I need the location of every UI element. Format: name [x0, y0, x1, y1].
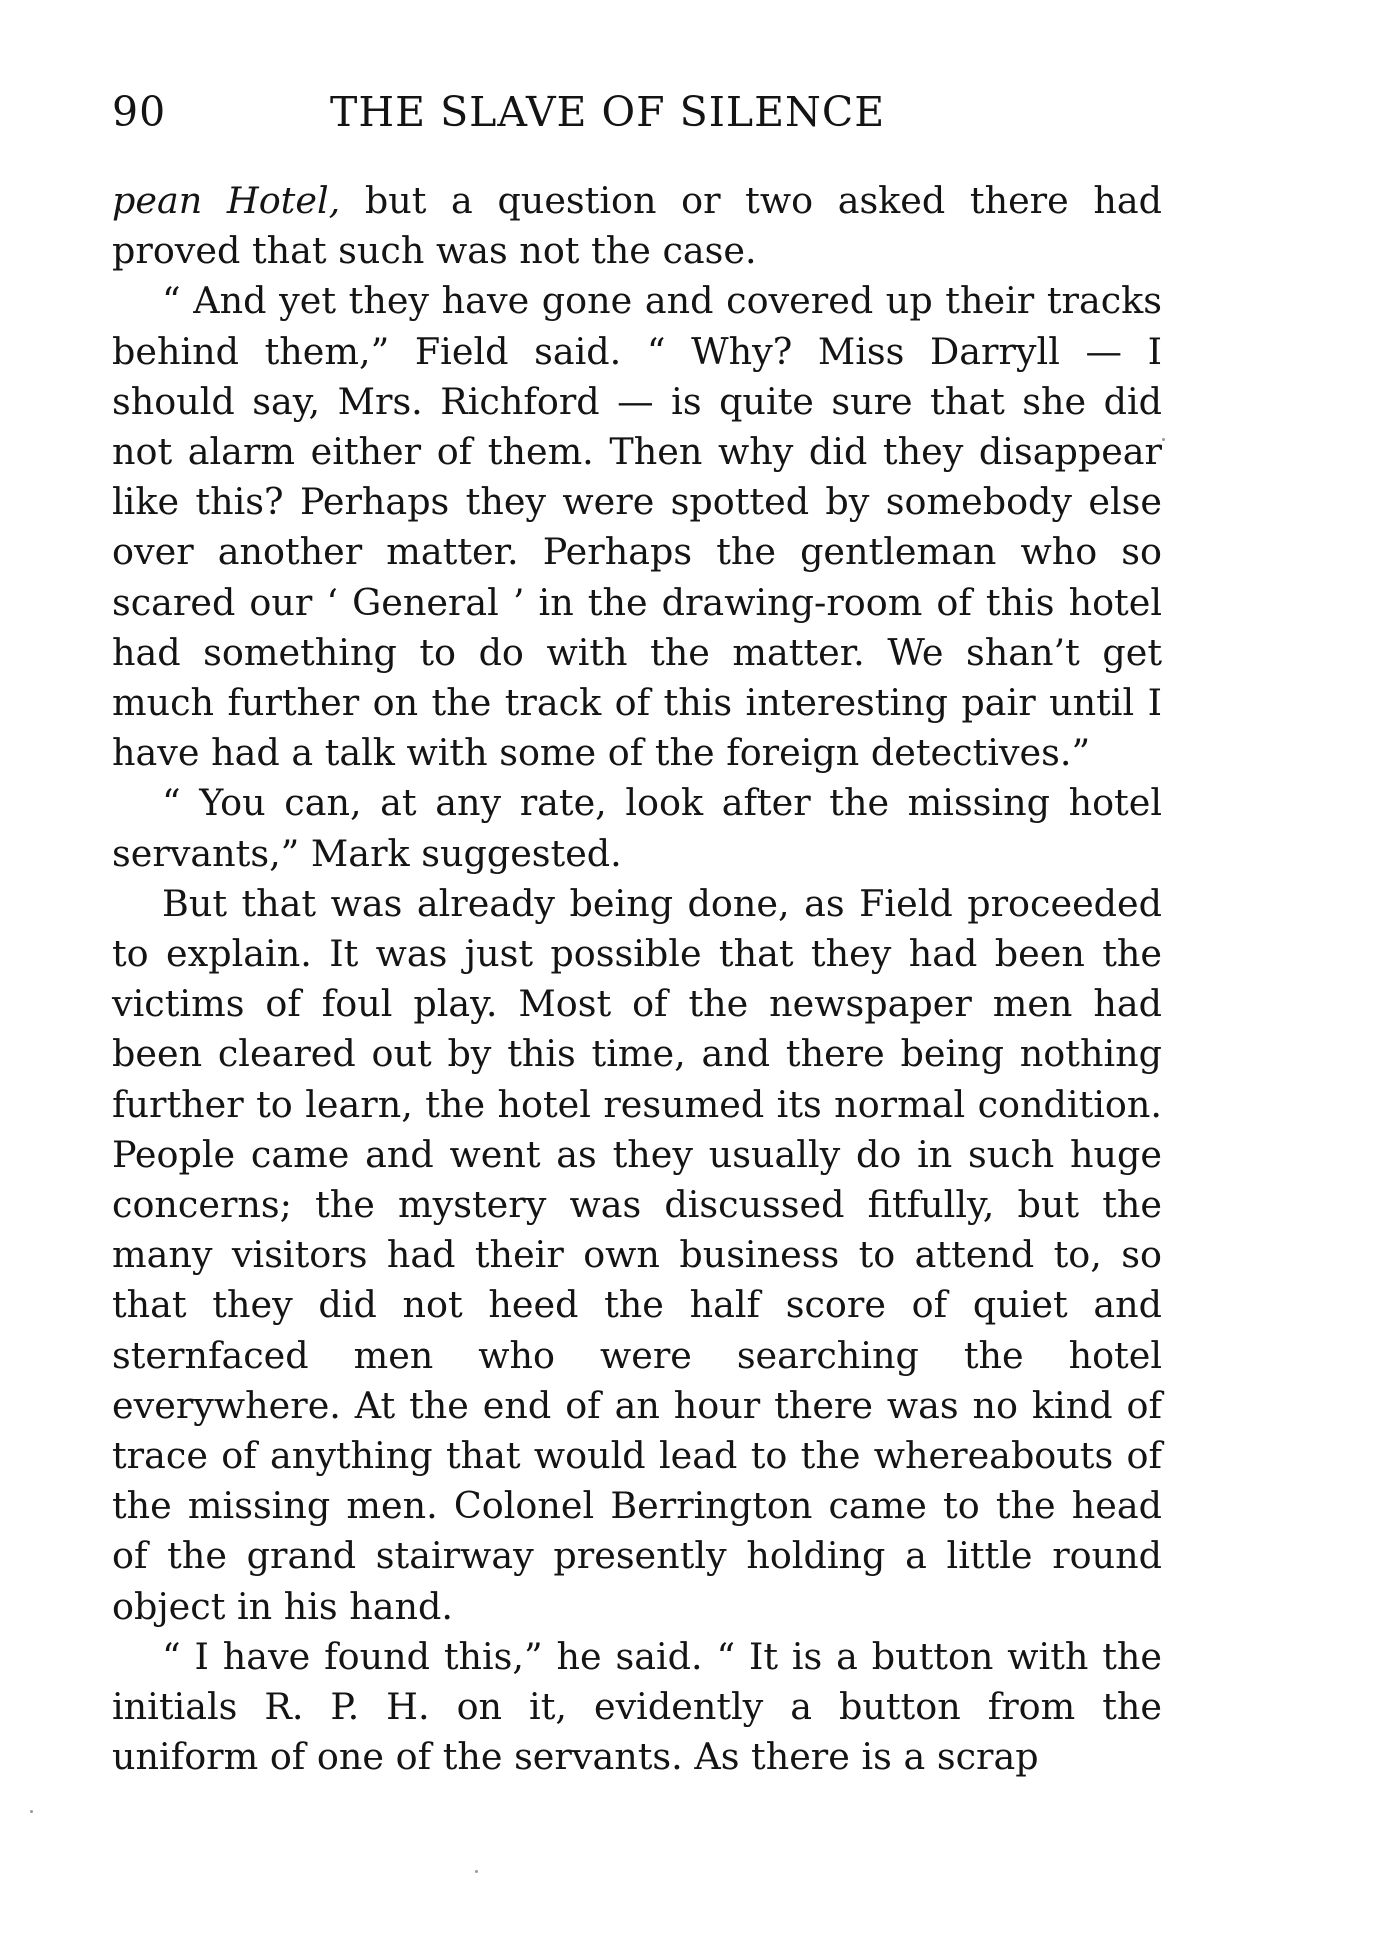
page-number: 90 — [112, 88, 167, 136]
scan-speck — [475, 1870, 478, 1873]
paragraph-field-dialogue: “ And yet they have gone and covered up their tracks behind them,” Field said. “ Why? Miss Darryll — I should say, Mrs. Richford — is quite sure that she did not alarm either of them. Then why did they disappear like this? Perhaps they were spotted by somebody else over another matter. Perhaps the gentleman who so scared our ‘ General ’ in the drawing-room of this hotel had something to do with the matter. We shan’t get much further on the track of this interesting pair until I have had a talk with some of the foreign detectives.” — [112, 279, 1162, 775]
italic-hotel-name: pean Hotel, — [112, 179, 341, 222]
paragraph-berrington-dialogue: “ I have found this,” he said. “ It is a button with the initials R. P. H. on it, evidently a button from the uniform of one of the servants. As there is a scrap — [112, 1634, 1162, 1779]
paragraph-narration: But that was already being done, as Field proceeded to explain. It was just possible that they had been the victims of foul play. Most of the newspaper men had been cleared out by this time, and there being nothing further to learn, the hotel resumed its normal condition. People came and went as they usually do in such huge concerns; the mystery was discussed fitfully, but the many visitors had their own business to attend to, so that they did not heed the half score of quiet and sternfaced men who were searching the hotel everywhere. At the end of an hour there was no kind of trace of anything that would lead to the whereabouts of the missing men. Colonel Berrington came to the head of the grand stairway presently holding a little round object in his hand. — [112, 881, 1162, 1628]
scan-speck — [1162, 438, 1165, 441]
paragraph-continued — [112, 176, 1162, 276]
paragraph-text: but a question or two asked there had proved that such was not the case. — [112, 179, 1163, 273]
scan-speck — [30, 1810, 33, 1813]
running-header — [112, 82, 1162, 142]
body-text — [112, 176, 1162, 1783]
running-title: THE SLAVE OF SILENCE — [330, 88, 886, 136]
paragraph-mark-dialogue: “ You can, at any rate, look after the missing hotel servants,” Mark suggested. — [112, 781, 1162, 875]
